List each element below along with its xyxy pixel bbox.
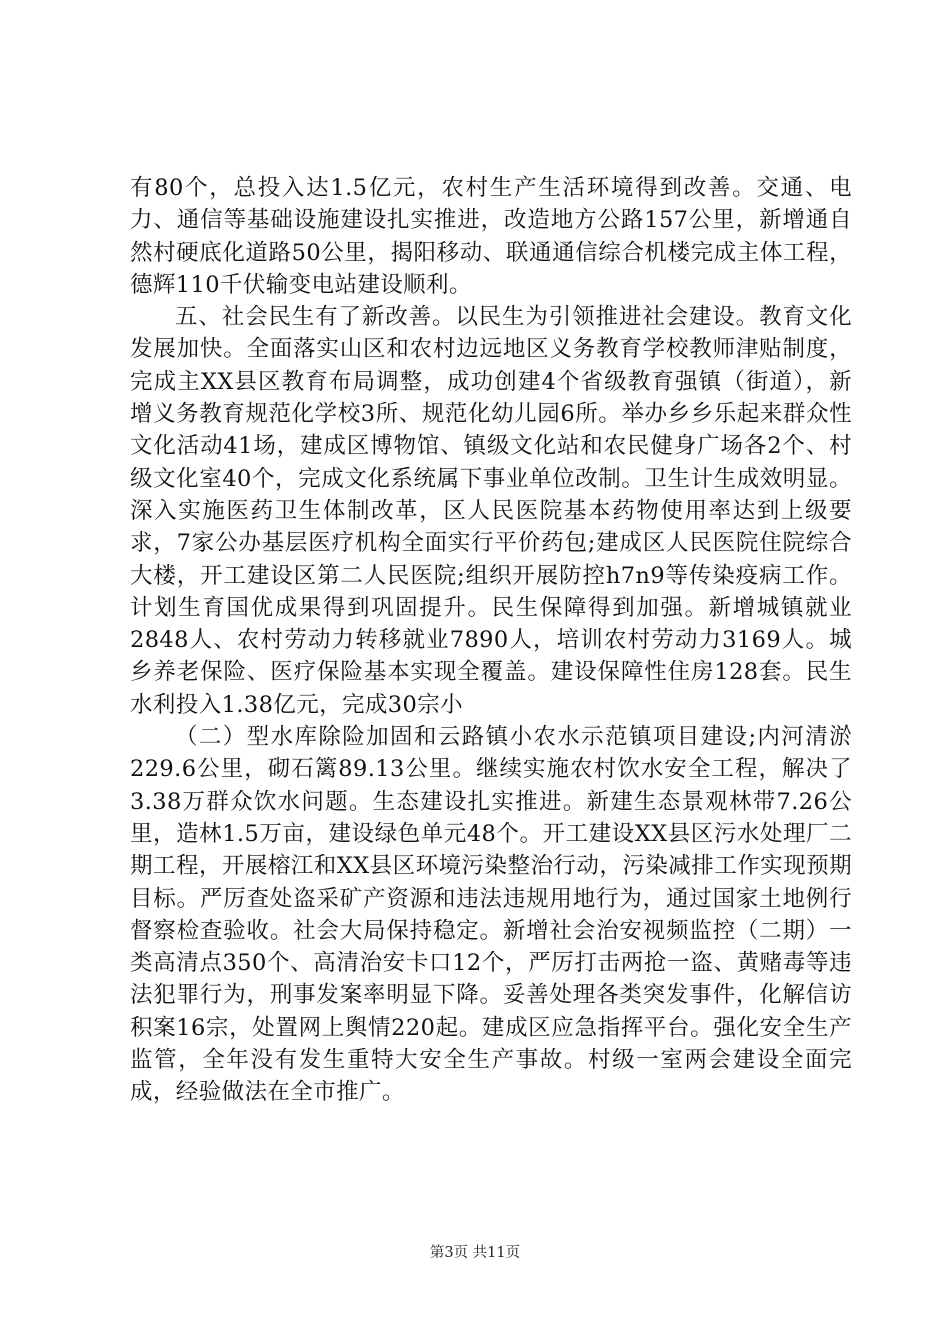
paragraph-section-two: （二）型水库除险加固和云路镇小农水示范镇项目建设;内河清淤229.6公里，砌石篱89.13公里。继续实施农村饮水安全工程，解决了3.38万群众饮水问题。生态建设扎实推进。新建生态景观林带7.26公里，造林1.5万亩，建设绿色单元48个。开工建设XX县区污水处理厂二期工程，开展榕江和XX县区环境污染整治行动，污染减排工作实现预期目标。严厉查处盗采矿产资源和违法违规用地行为，通过国家土地例行督察检查验收。社会大局保持稳定。新增社会治安视频监控（二期）一类高清点350个、高清治安卡口12个，严厉打击两抢一盗、黄赌毒等违法犯罪行为，刑事发案率明显下降。妥善处理各类突发事件，化解信访积案16宗，处置网上舆情220起。建成区应急指挥平台。强化安全生产监管，全年没有发生重特大安全生产事故。村级一室两会建设全面完成，经验做法在全市推广。 [130, 724, 852, 1106]
paragraph-section-five: 五、社会民生有了新改善。以民生为引领推进社会建设。教育文化发展加快。全面落实山区和农村边远地区义务教育学校教师津贴制度，完成主XX县区教育布局调整，成功创建4个省级教育强镇（街道），新增义务教育规范化学校3所、规范化幼儿园6所。举办乡乡乐起来群众性文化活动41场，建成区博物馆、镇级文化站和农民健身广场各2个、村级文化室40个，完成文化系统属下事业单位改制。卫生计生成效明显。深入实施医药卫生体制改革，区人民医院基本药物使用率达到上级要求，7家公办基层医疗机构全面实行平价药包;建成区人民医院住院综合大楼，开工建设区第二人民医院;组织开展防控h7n9等传染疫病工作。计划生育国优成果得到巩固提升。民生保障得到加强。新增城镇就业2848人、农村劳动力转移就业7890人，培训农村劳动力3169人。城乡养老保险、医疗保险基本实现全覆盖。建设保障性住房128套。民生水利投入1.38亿元，完成30宗小 [130, 304, 852, 718]
page-footer: 第3页 共11页 [429, 1245, 521, 1261]
paragraph-continuation: 有80个，总投入达1.5亿元，农村生产生活环境得到改善。交通、电力、通信等基础设施建设扎实推进，改造地方公路157公里，新增通自然村硬底化道路50公里，揭阳移动、联通通信综合机楼完成主体工程，德辉110千伏输变电站建设顺利。 [130, 175, 852, 298]
document-body [130, 172, 852, 1109]
